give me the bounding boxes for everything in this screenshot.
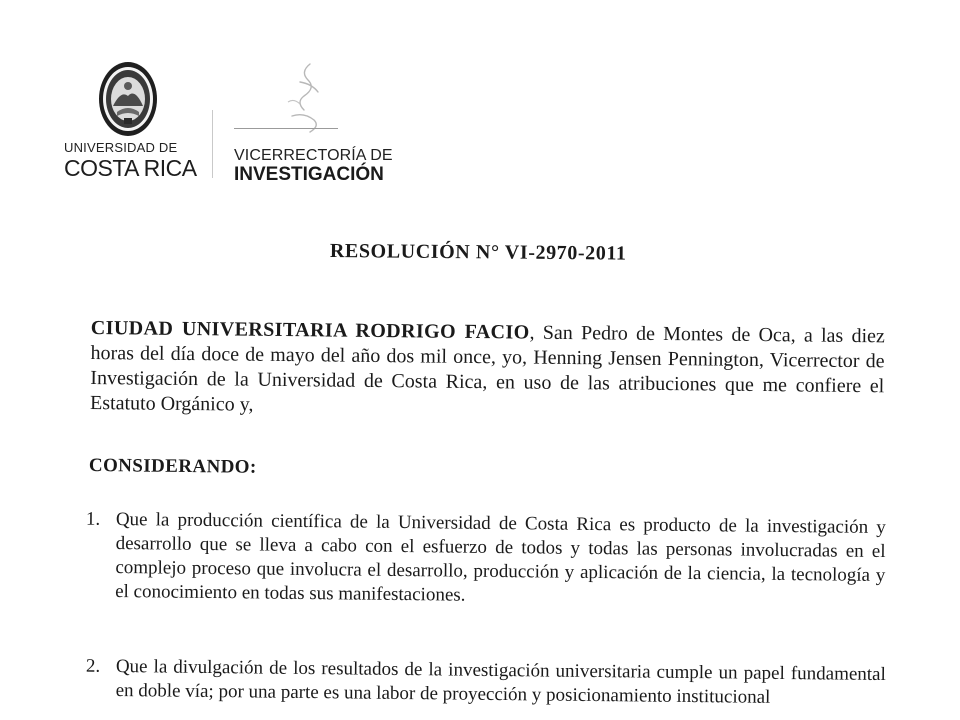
header-divider xyxy=(212,110,213,178)
section-heading: CONSIDERANDO: xyxy=(88,455,257,478)
clause-number: 2. xyxy=(85,655,101,677)
clause-number: 1. xyxy=(85,508,101,530)
intro-text: , San Pedro de Montes de Oca, a las diez horas del día doce de mayo del año dos mil once, yo, Henning Jensen Pennington, Vicerrector de Investigación de la Universidad de Costa Rica, en uso de las atribuciones que me confiere el Estatuto Orgánico y, xyxy=(89,321,885,416)
office-name-line1: VICERRECTORÍA DE xyxy=(234,147,393,164)
intro-place: CIUDAD UNIVERSITARIA RODRIGO FACIO xyxy=(90,316,530,344)
university-name-line2: COSTA RICA xyxy=(64,155,197,181)
office-rule xyxy=(234,128,338,129)
clause-item xyxy=(85,508,886,612)
clause-item xyxy=(85,655,886,711)
office-name-line2: INVESTIGACIÓN xyxy=(234,164,384,185)
intro-paragraph xyxy=(90,316,885,424)
university-name-line1: UNIVERSIDAD DE xyxy=(64,140,178,155)
resolution-title: RESOLUCIÓN N° VI-2970-2011 xyxy=(329,240,627,265)
university-seal-icon xyxy=(97,60,159,138)
clause-text: Que la divulgación de los resultados de la investigación universitaria cumple un papel fundamental en doble vía; por una parte es una labor de proyección y posicionamiento institucional xyxy=(115,655,886,708)
clause-text: Que la producción científica de la Universidad de Costa Rica es producto de la investigación y desarrollo que se lleva a cabo con el esfuerzo de todos y todas las personas involucradas en el complejo proceso que involucra el desarrollo, producción y aplicación de la ciencia, la tecnología y el conocimiento en todas sus manifestaciones. xyxy=(115,508,886,606)
